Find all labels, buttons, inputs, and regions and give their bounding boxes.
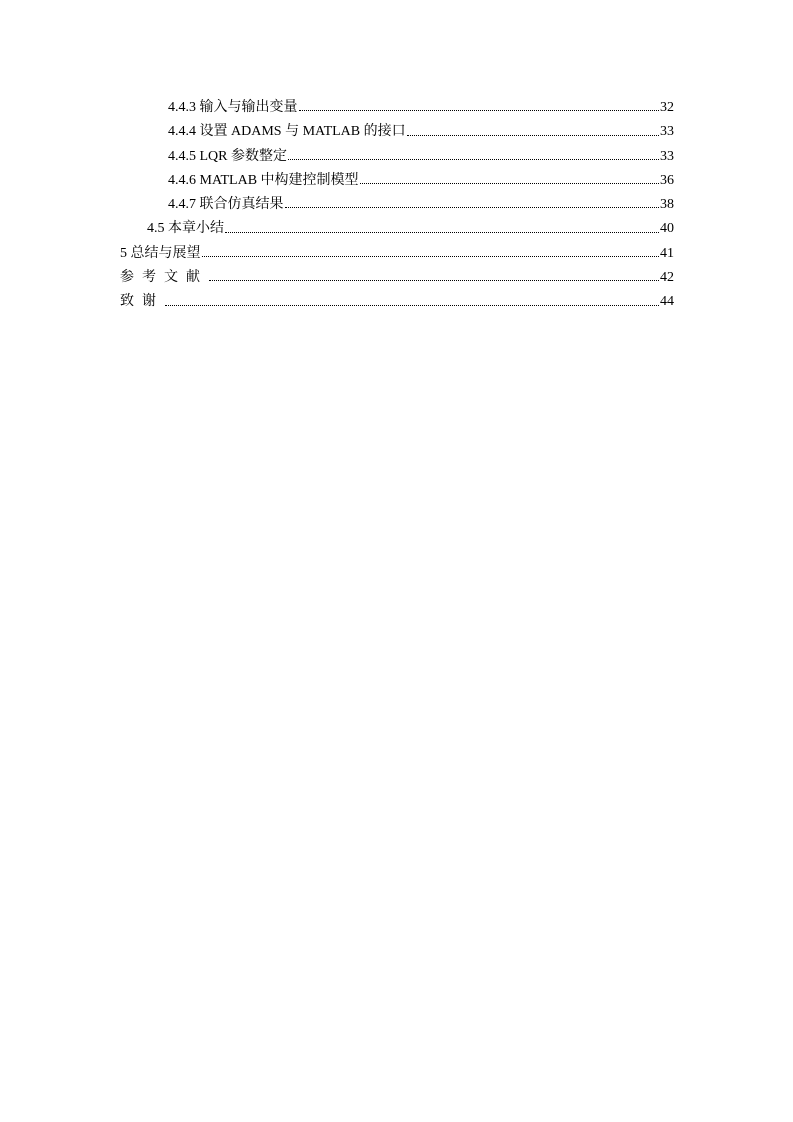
toc-entry-4-4-3[interactable] [120,96,674,120]
toc-entry-4-4-4[interactable] [120,120,674,144]
toc-entry-title: 4.4.3 输入与输出变量 [168,100,298,115]
toc-entry-title: 4.4.4 设置 ADAMS 与 MATLAB 的接口 [168,124,406,140]
toc-entry-page: 33 [660,148,674,164]
toc-entry-page: 44 [660,294,674,310]
toc-entry-page: 32 [660,100,674,115]
toc-leader-dots [285,207,660,208]
toc-entry-page: 42 [660,270,674,286]
toc-leader-dots [209,280,659,281]
toc-entry-page: 33 [660,124,674,140]
toc-entry-title: 5 总结与展望 [120,245,201,261]
toc-entry-acknowledgements[interactable] [120,290,674,314]
toc-entry-4-4-5[interactable] [120,145,674,169]
toc-leader-dots [202,256,660,257]
toc-leader-dots [165,305,659,306]
toc-entry-title: 4.4.7 联合仿真结果 [168,197,284,213]
toc-leader-dots [225,232,659,233]
toc-leader-dots [407,135,659,136]
toc-entry-page: 40 [660,221,674,237]
toc-entry-page: 41 [660,245,674,261]
toc-entry-title: 致谢 [120,294,164,310]
toc-leader-dots [288,159,659,160]
toc-entry-5[interactable] [120,242,674,266]
toc-entry-page: 38 [660,197,674,213]
toc-entry-page: 36 [660,172,674,188]
toc-leader-dots [299,110,660,111]
table-of-contents [120,96,674,315]
toc-entry-4-4-7[interactable] [120,193,674,217]
toc-leader-dots [360,183,659,184]
toc-entry-4-5[interactable] [120,217,674,241]
toc-entry-title: 4.4.5 LQR 参数整定 [168,148,287,164]
toc-entry-title: 参考文献 [120,270,208,286]
toc-entry-4-4-6[interactable] [120,169,674,193]
toc-entry-title: 4.4.6 MATLAB 中构建控制模型 [168,172,359,188]
toc-entry-title: 4.5 本章小结 [147,221,224,237]
toc-entry-references[interactable] [120,266,674,290]
